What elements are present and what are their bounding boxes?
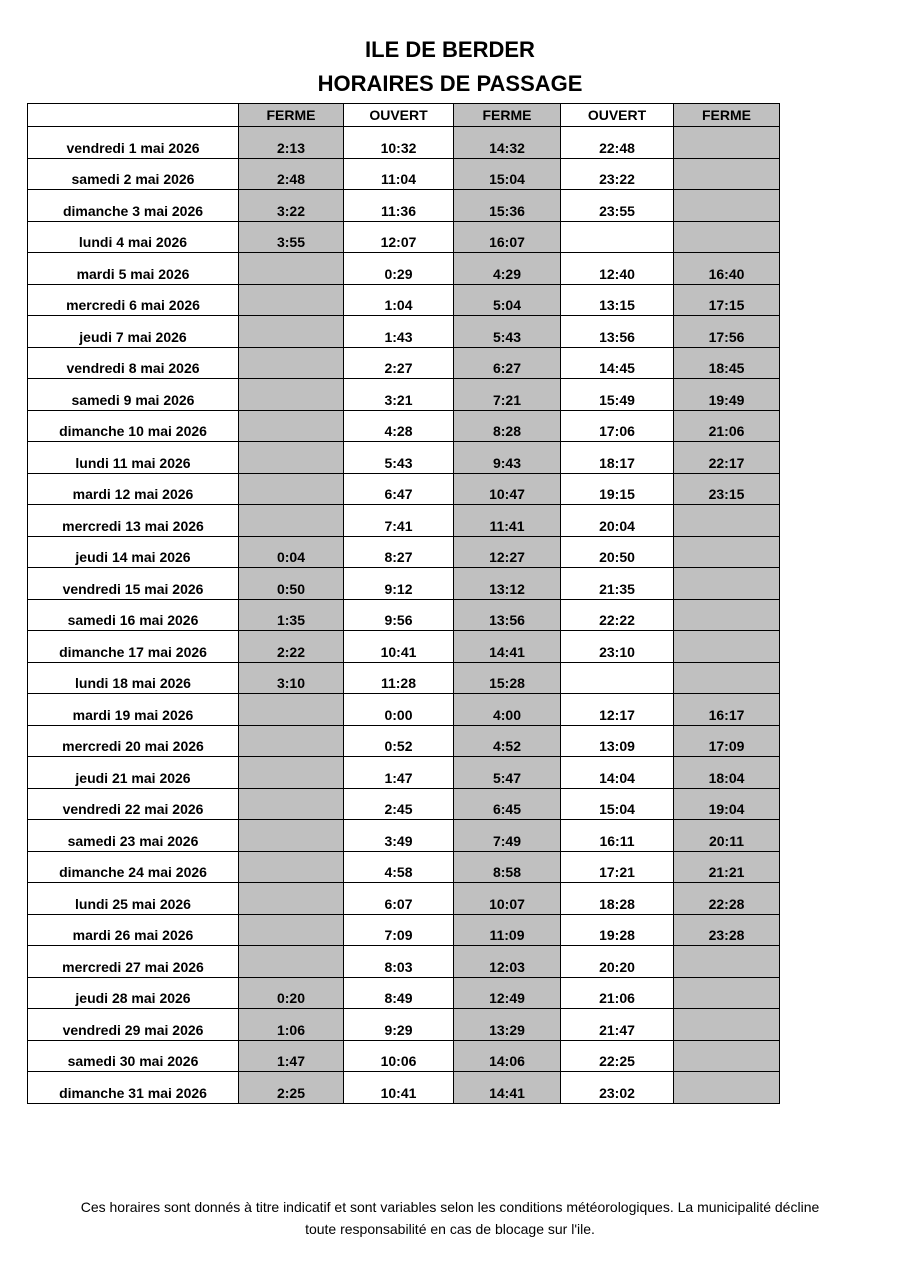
- table-row: [28, 725, 780, 757]
- table-row: [28, 883, 780, 915]
- table-row: [28, 820, 780, 852]
- ferme-cell: 22:28: [674, 883, 780, 915]
- ferme-cell: 16:40: [674, 253, 780, 285]
- ferme-cell: 17:56: [674, 316, 780, 348]
- ferme-cell: [674, 662, 780, 694]
- ouvert-cell: 17:06: [561, 410, 674, 442]
- ferme-cell: 3:22: [239, 190, 344, 222]
- ferme-cell: 4:00: [454, 694, 561, 726]
- ferme-cell: 23:15: [674, 473, 780, 505]
- table-row: [28, 253, 780, 285]
- ferme-cell: [674, 946, 780, 978]
- ferme-cell: [239, 788, 344, 820]
- ouvert-cell: 22:22: [561, 599, 674, 631]
- ouvert-cell: 9:12: [344, 568, 454, 600]
- page-title: ILE DE BERDER: [365, 37, 535, 62]
- ferme-cell: [239, 379, 344, 411]
- ouvert-cell: 11:36: [344, 190, 454, 222]
- ferme-cell: 10:07: [454, 883, 561, 915]
- ouvert-cell: 10:32: [344, 127, 454, 159]
- ferme-cell: 9:43: [454, 442, 561, 474]
- ouvert-cell: 13:09: [561, 725, 674, 757]
- ouvert-cell: 16:11: [561, 820, 674, 852]
- ouvert-cell: 8:49: [344, 977, 454, 1009]
- table-row: [28, 1009, 780, 1041]
- date-cell: jeudi 21 mai 2026: [28, 757, 239, 789]
- ferme-cell: 4:29: [454, 253, 561, 285]
- ouvert-cell: 10:41: [344, 631, 454, 663]
- ferme-cell: [239, 851, 344, 883]
- date-cell: mercredi 6 mai 2026: [28, 284, 239, 316]
- ouvert-cell: 19:15: [561, 473, 674, 505]
- ferme-cell: [239, 284, 344, 316]
- ferme-cell: 18:45: [674, 347, 780, 379]
- ouvert-cell: 6:07: [344, 883, 454, 915]
- table-row: [28, 473, 780, 505]
- table-row: [28, 127, 780, 159]
- disclaimer-note: [30, 1196, 870, 1240]
- table-row: [28, 410, 780, 442]
- ouvert-cell: 18:28: [561, 883, 674, 915]
- ouvert-cell: 9:29: [344, 1009, 454, 1041]
- ouvert-cell: 0:00: [344, 694, 454, 726]
- ouvert-cell: 14:04: [561, 757, 674, 789]
- ferme-cell: [674, 1009, 780, 1041]
- ouvert-cell: 1:43: [344, 316, 454, 348]
- ferme-cell: 15:28: [454, 662, 561, 694]
- ouvert-cell: 23:55: [561, 190, 674, 222]
- ferme-cell: 2:25: [239, 1072, 344, 1104]
- ouvert-cell: 20:04: [561, 505, 674, 537]
- ferme-cell: 0:04: [239, 536, 344, 568]
- date-cell: vendredi 22 mai 2026: [28, 788, 239, 820]
- ouvert-cell: 8:27: [344, 536, 454, 568]
- table-row: [28, 158, 780, 190]
- ferme-cell: 16:17: [674, 694, 780, 726]
- ferme-cell: [674, 221, 780, 253]
- ferme-cell: 5:43: [454, 316, 561, 348]
- ferme-cell: [674, 631, 780, 663]
- ouvert-cell: 12:07: [344, 221, 454, 253]
- ferme-cell: [239, 505, 344, 537]
- ouvert-cell: 15:49: [561, 379, 674, 411]
- date-cell: mercredi 20 mai 2026: [28, 725, 239, 757]
- ferme-cell: [239, 946, 344, 978]
- ouvert-cell: 21:06: [561, 977, 674, 1009]
- ouvert-cell: [561, 221, 674, 253]
- ferme-cell: 2:48: [239, 158, 344, 190]
- ferme-cell: 14:41: [454, 631, 561, 663]
- ferme-cell: 0:50: [239, 568, 344, 600]
- date-cell: vendredi 8 mai 2026: [28, 347, 239, 379]
- ferme-cell: [674, 158, 780, 190]
- ferme-cell: [239, 883, 344, 915]
- table-row: [28, 914, 780, 946]
- ferme-cell: [239, 757, 344, 789]
- date-cell: samedi 23 mai 2026: [28, 820, 239, 852]
- ferme-cell: [239, 694, 344, 726]
- ferme-cell: 14:06: [454, 1040, 561, 1072]
- ouvert-cell: 19:28: [561, 914, 674, 946]
- date-cell: lundi 11 mai 2026: [28, 442, 239, 474]
- header-cell-date: [28, 104, 239, 127]
- ouvert-cell: 12:40: [561, 253, 674, 285]
- table-row: [28, 788, 780, 820]
- header-row: [28, 104, 780, 127]
- ferme-cell: [674, 599, 780, 631]
- date-cell: vendredi 15 mai 2026: [28, 568, 239, 600]
- ferme-cell: 14:32: [454, 127, 561, 159]
- ferme-cell: 11:41: [454, 505, 561, 537]
- date-cell: vendredi 29 mai 2026: [28, 1009, 239, 1041]
- date-cell: mardi 5 mai 2026: [28, 253, 239, 285]
- ferme-cell: 2:13: [239, 127, 344, 159]
- ferme-cell: 18:04: [674, 757, 780, 789]
- ferme-cell: 1:47: [239, 1040, 344, 1072]
- date-cell: lundi 18 mai 2026: [28, 662, 239, 694]
- ouvert-cell: 14:45: [561, 347, 674, 379]
- ferme-cell: [239, 473, 344, 505]
- ouvert-cell: 15:04: [561, 788, 674, 820]
- ferme-cell: [674, 505, 780, 537]
- table-row: [28, 662, 780, 694]
- ferme-cell: 13:29: [454, 1009, 561, 1041]
- ferme-cell: [674, 1040, 780, 1072]
- ferme-cell: 15:04: [454, 158, 561, 190]
- ouvert-cell: 11:28: [344, 662, 454, 694]
- ouvert-cell: 10:06: [344, 1040, 454, 1072]
- ouvert-cell: 3:49: [344, 820, 454, 852]
- header-cell-ferme: FERME: [674, 104, 780, 127]
- ferme-cell: 8:28: [454, 410, 561, 442]
- ouvert-cell: 2:27: [344, 347, 454, 379]
- table-row: [28, 347, 780, 379]
- date-cell: mardi 12 mai 2026: [28, 473, 239, 505]
- ouvert-cell: 4:58: [344, 851, 454, 883]
- ouvert-cell: 18:17: [561, 442, 674, 474]
- table-row: [28, 536, 780, 568]
- ferme-cell: [239, 820, 344, 852]
- date-cell: jeudi 28 mai 2026: [28, 977, 239, 1009]
- ferme-cell: 4:52: [454, 725, 561, 757]
- header-cell-ferme: FERME: [454, 104, 561, 127]
- schedule-table: [27, 103, 780, 1104]
- ferme-cell: 3:55: [239, 221, 344, 253]
- ferme-cell: 5:04: [454, 284, 561, 316]
- date-cell: dimanche 17 mai 2026: [28, 631, 239, 663]
- ferme-cell: [239, 725, 344, 757]
- ouvert-cell: 9:56: [344, 599, 454, 631]
- ferme-cell: 5:47: [454, 757, 561, 789]
- ferme-cell: [674, 977, 780, 1009]
- table-row: [28, 631, 780, 663]
- ferme-cell: 23:28: [674, 914, 780, 946]
- ouvert-cell: 22:48: [561, 127, 674, 159]
- ouvert-cell: 21:35: [561, 568, 674, 600]
- ouvert-cell: 7:09: [344, 914, 454, 946]
- table-row: [28, 221, 780, 253]
- ferme-cell: 21:06: [674, 410, 780, 442]
- table-row: [28, 1040, 780, 1072]
- ouvert-cell: 3:21: [344, 379, 454, 411]
- ouvert-cell: 13:15: [561, 284, 674, 316]
- ferme-cell: 0:20: [239, 977, 344, 1009]
- table-row: [28, 946, 780, 978]
- page-subtitle: HORAIRES DE PASSAGE: [317, 71, 583, 96]
- date-cell: lundi 4 mai 2026: [28, 221, 239, 253]
- ouvert-cell: 20:20: [561, 946, 674, 978]
- ouvert-cell: 7:41: [344, 505, 454, 537]
- ferme-cell: 14:41: [454, 1072, 561, 1104]
- header-cell-ferme: FERME: [239, 104, 344, 127]
- ouvert-cell: 22:25: [561, 1040, 674, 1072]
- date-cell: vendredi 1 mai 2026: [28, 127, 239, 159]
- table-row: [28, 505, 780, 537]
- ouvert-cell: 21:47: [561, 1009, 674, 1041]
- ouvert-cell: 8:03: [344, 946, 454, 978]
- ferme-cell: 17:15: [674, 284, 780, 316]
- ferme-cell: 15:36: [454, 190, 561, 222]
- ferme-cell: 1:35: [239, 599, 344, 631]
- ferme-cell: 10:47: [454, 473, 561, 505]
- date-cell: lundi 25 mai 2026: [28, 883, 239, 915]
- date-cell: samedi 16 mai 2026: [28, 599, 239, 631]
- ouvert-cell: 13:56: [561, 316, 674, 348]
- ouvert-cell: 12:17: [561, 694, 674, 726]
- date-cell: dimanche 31 mai 2026: [28, 1072, 239, 1104]
- table-header: [28, 104, 780, 127]
- disclaimer-line: toute responsabilité en cas de blocage sur l'ile.: [305, 1221, 595, 1237]
- ferme-cell: [239, 316, 344, 348]
- date-cell: jeudi 7 mai 2026: [28, 316, 239, 348]
- date-cell: samedi 2 mai 2026: [28, 158, 239, 190]
- table-row: [28, 851, 780, 883]
- ferme-cell: 20:11: [674, 820, 780, 852]
- ferme-cell: 6:27: [454, 347, 561, 379]
- ouvert-cell: 20:50: [561, 536, 674, 568]
- ferme-cell: 1:06: [239, 1009, 344, 1041]
- ferme-cell: 3:10: [239, 662, 344, 694]
- ferme-cell: 21:21: [674, 851, 780, 883]
- ouvert-cell: 11:04: [344, 158, 454, 190]
- date-cell: dimanche 24 mai 2026: [28, 851, 239, 883]
- ouvert-cell: 0:52: [344, 725, 454, 757]
- ferme-cell: [239, 914, 344, 946]
- ouvert-cell: 5:43: [344, 442, 454, 474]
- date-cell: dimanche 3 mai 2026: [28, 190, 239, 222]
- ferme-cell: [674, 568, 780, 600]
- ouvert-cell: 2:45: [344, 788, 454, 820]
- ferme-cell: 12:03: [454, 946, 561, 978]
- table-row: [28, 284, 780, 316]
- ferme-cell: 16:07: [454, 221, 561, 253]
- ferme-cell: 12:27: [454, 536, 561, 568]
- date-cell: mardi 19 mai 2026: [28, 694, 239, 726]
- ferme-cell: 19:49: [674, 379, 780, 411]
- ouvert-cell: 1:47: [344, 757, 454, 789]
- ferme-cell: 13:56: [454, 599, 561, 631]
- table-row: [28, 599, 780, 631]
- date-cell: mercredi 13 mai 2026: [28, 505, 239, 537]
- ouvert-cell: 23:02: [561, 1072, 674, 1104]
- table-row: [28, 1072, 780, 1104]
- ferme-cell: 6:45: [454, 788, 561, 820]
- ouvert-cell: 17:21: [561, 851, 674, 883]
- ouvert-cell: 6:47: [344, 473, 454, 505]
- ouvert-cell: 23:22: [561, 158, 674, 190]
- table-row: [28, 316, 780, 348]
- ferme-cell: [239, 442, 344, 474]
- ferme-cell: 22:17: [674, 442, 780, 474]
- date-cell: samedi 30 mai 2026: [28, 1040, 239, 1072]
- date-cell: jeudi 14 mai 2026: [28, 536, 239, 568]
- ferme-cell: 17:09: [674, 725, 780, 757]
- ferme-cell: [674, 536, 780, 568]
- table-row: [28, 190, 780, 222]
- ferme-cell: 8:58: [454, 851, 561, 883]
- table-row: [28, 977, 780, 1009]
- ferme-cell: 7:21: [454, 379, 561, 411]
- ferme-cell: [674, 1072, 780, 1104]
- table-row: [28, 757, 780, 789]
- ouvert-cell: 10:41: [344, 1072, 454, 1104]
- ouvert-cell: 4:28: [344, 410, 454, 442]
- ferme-cell: [239, 410, 344, 442]
- date-cell: dimanche 10 mai 2026: [28, 410, 239, 442]
- ouvert-cell: 0:29: [344, 253, 454, 285]
- table-row: [28, 379, 780, 411]
- table-row: [28, 442, 780, 474]
- date-cell: mardi 26 mai 2026: [28, 914, 239, 946]
- ferme-cell: 2:22: [239, 631, 344, 663]
- disclaimer-line: Ces horaires sont donnés à titre indicatif et sont variables selon les conditions météorologiques. La municipalité décline: [80, 1199, 820, 1215]
- ferme-cell: [239, 253, 344, 285]
- ferme-cell: 11:09: [454, 914, 561, 946]
- ferme-cell: 13:12: [454, 568, 561, 600]
- ferme-cell: [674, 190, 780, 222]
- ouvert-cell: 1:04: [344, 284, 454, 316]
- table-row: [28, 568, 780, 600]
- header-cell-ouvert: OUVERT: [344, 104, 454, 127]
- ferme-cell: 19:04: [674, 788, 780, 820]
- header-cell-ouvert: OUVERT: [561, 104, 674, 127]
- date-cell: mercredi 27 mai 2026: [28, 946, 239, 978]
- table-row: [28, 694, 780, 726]
- ouvert-cell: [561, 662, 674, 694]
- ouvert-cell: 23:10: [561, 631, 674, 663]
- ferme-cell: 12:49: [454, 977, 561, 1009]
- ferme-cell: [239, 347, 344, 379]
- ferme-cell: 7:49: [454, 820, 561, 852]
- table-body: [28, 127, 780, 1104]
- date-cell: samedi 9 mai 2026: [28, 379, 239, 411]
- ferme-cell: [674, 127, 780, 159]
